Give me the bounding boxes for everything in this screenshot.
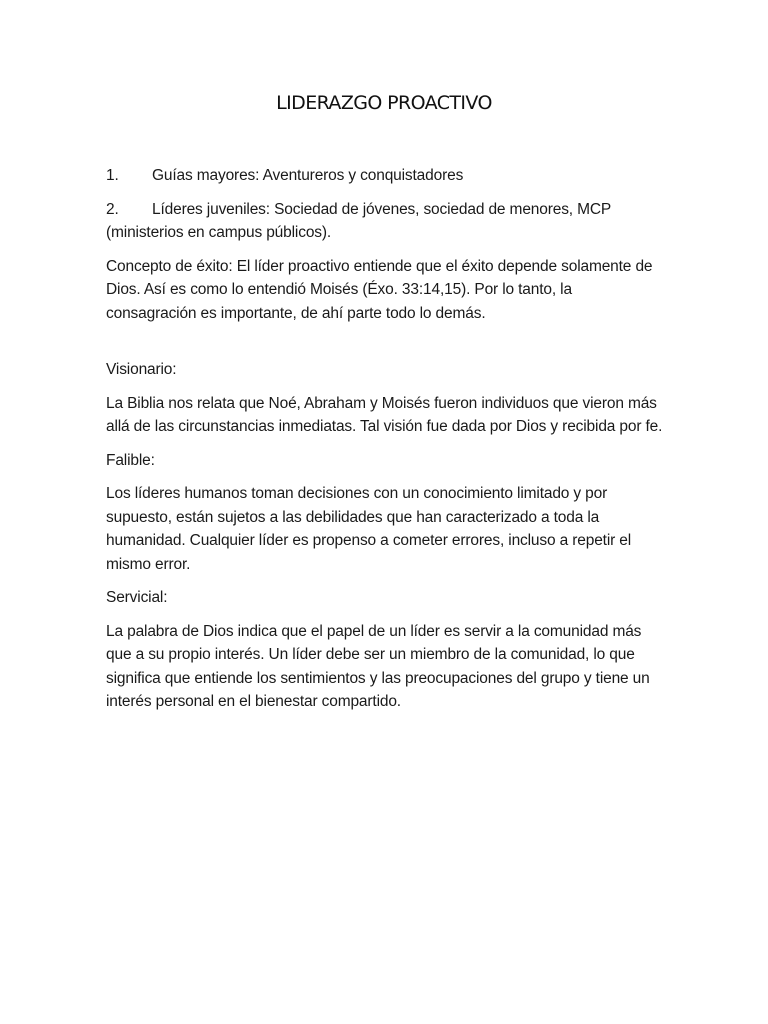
servicial-paragraph: La palabra de Dios indica que el papel de un líder es servir a la comunidad más que a su propio interés. Un líder debe ser un miembro de la comunidad, lo que significa que entiende los sentimientos y las preocupaciones del grupo y tiene un interés personal en el bienestar compartido. xyxy=(106,622,650,710)
list-item xyxy=(106,198,666,245)
visionario-paragraph: La Biblia nos relata que Noé, Abraham y Moisés fueron individuos que vieron más allá de las circunstancias inmediatas. Tal visión fue dada por Dios y recibida por fe. xyxy=(106,394,663,435)
falible-heading: Falible: xyxy=(106,451,155,469)
list-text: Líderes juveniles: Sociedad de jóvenes, sociedad de menores, MCP (ministerios en campus públicos). xyxy=(106,200,611,241)
servicial-heading: Servicial: xyxy=(106,589,168,606)
falible-paragraph: Los líderes humanos toman decisiones con un conocimiento limitado y por supuesto, están sujetos a las debilidades que han caracterizado a toda la humanidad. Cualquier líder es propenso a cometer errores, incluso a repetir el mismo error. xyxy=(106,485,632,573)
document-title: LIDERAZGO PROACTIVO xyxy=(276,92,492,114)
document-body xyxy=(106,164,666,724)
list-number: 1. xyxy=(106,167,119,184)
list-text: Guías mayores: Aventureros y conquistadores xyxy=(152,167,464,184)
blank-line xyxy=(106,335,666,358)
visionario-heading: Visionario: xyxy=(106,361,177,378)
list-number: 2. xyxy=(106,200,119,218)
list-item xyxy=(106,164,666,188)
concepto-exito-paragraph: Concepto de éxito: El líder proactivo entiende que el éxito depende solamente de Dios. Así es como lo entendió Moisés (Éxo. 33:14,15). Por lo tanto, la consagración es importante, de ahí parte todo lo demás. xyxy=(106,257,653,322)
